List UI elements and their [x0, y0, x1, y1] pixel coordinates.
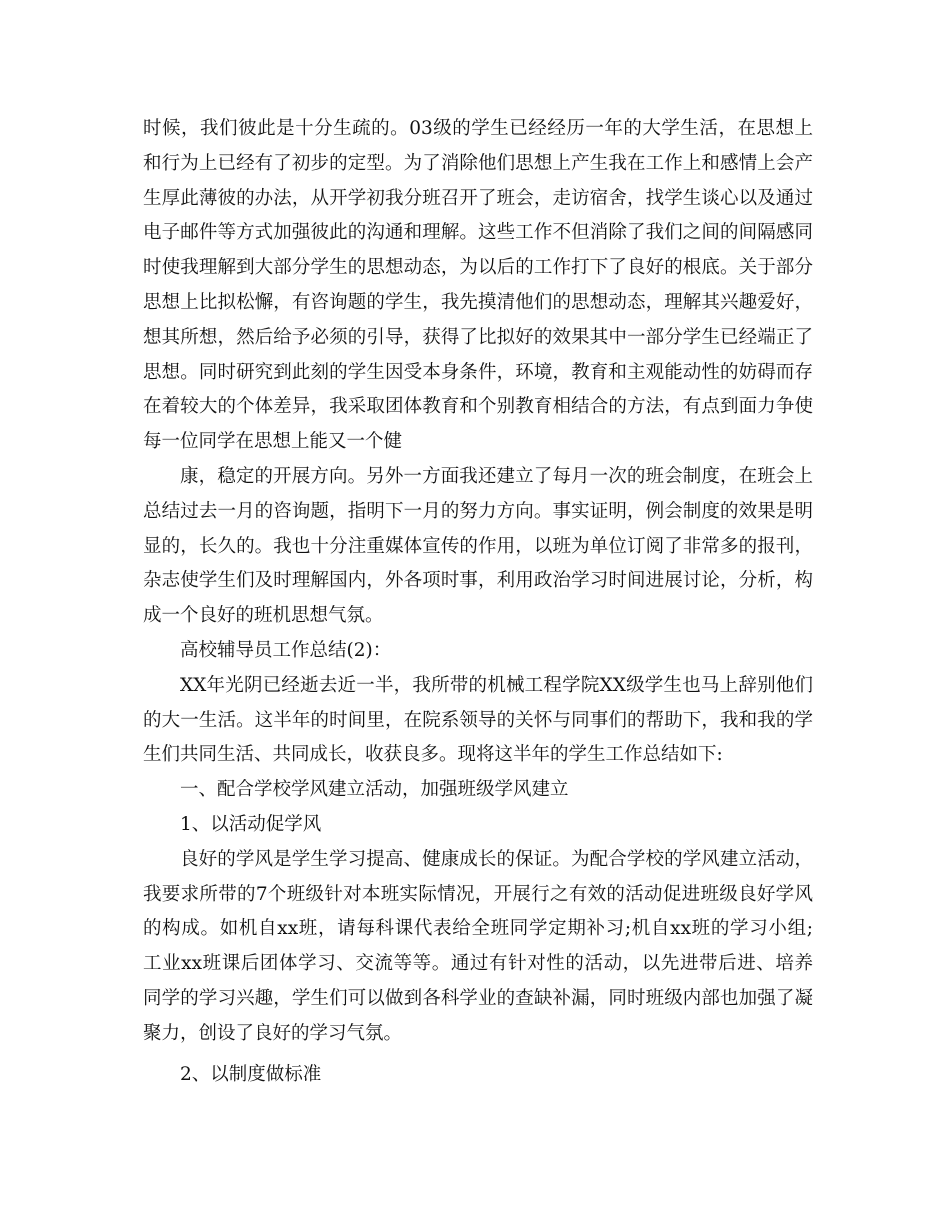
paragraph-1 [143, 112, 813, 460]
text-line: 生们共同生活、共同成长，收获良多。现将这半年的学生工作总结如下: [143, 744, 723, 766]
subheading-2: 2、以制度做标准 [180, 1063, 322, 1085]
text-line: 生厚此薄彼的办法，从开学初我分班召开了班会，走访宿舍，找学生谈心以及通过 [143, 187, 813, 209]
text-line: 总结过去一月的咨询题，指明下一月的努力方向。事实证明，例会制度的效果是明 [143, 500, 813, 522]
text-line: 电子邮件等方式加强彼此的沟通和理解。这些工作不但消除了我们之间的间隔感同 [143, 222, 813, 244]
text-line: 显的，长久的。我也十分注重媒体宣传的作用，以班为单位订阅了非常多的报刊， [143, 535, 813, 557]
text-line: 思想上比拟松懈，有咨询题的学生，我先摸清他们的思想动态，理解其兴趣爱好， [143, 291, 813, 313]
text-line: 思想。同时研究到此刻的学生因受本身条件，环境，教育和主观能动性的妨碍而存 [143, 361, 813, 383]
text-line: 想其所想，然后给予必须的引导，获得了比拟好的效果其中一部分学生已经端正了 [143, 326, 813, 348]
text-line: 杂志使学生们及时理解国内，外各项时事，利用政治学习时间进展讨论，分析，构 [143, 570, 813, 592]
text-line: 和行为上已经有了初步的定型。为了消除他们思想上产生我在工作上和感情上会产 [143, 152, 813, 174]
text-line: 我要求所带的7个班级针对本班实际情况，开展行之有效的活动促进班级良好学风 [143, 883, 813, 905]
text-line: 工业xx班课后团体学习、交流等等。通过有针对性的活动，以先进带后进、培养 [143, 953, 813, 975]
text-line: 时使我理解到大部分学生的思想动态，为以后的工作打下了良好的根底。关于部分 [143, 257, 813, 279]
text-line: 康，稳定的开展方向。另外一方面我还建立了每月一次的班会制度，在班会上 [180, 465, 813, 487]
text-line: 良好的学风是学生学习提高、健康成长的保证。为配合学校的学风建立活动， [180, 848, 813, 870]
text-line: 每一位同学在思想上能又一个健 [143, 431, 403, 453]
paragraph-3 [143, 669, 813, 773]
text-line: XX年光阴已经逝去近一半，我所带的机械工程学院XX级学生也马上辞别他们 [180, 674, 813, 696]
document-body [143, 112, 813, 1092]
text-line: 在着较大的个体差异，我采取团体教育和个别教育相结合的方法，有点到面力争使 [143, 396, 813, 418]
paragraph-2 [143, 460, 813, 634]
text-line: 的构成。如机自xx班，请每科课代表给全班同学定期补习;机自xx班的学习小组; [143, 918, 813, 940]
text-line: 聚力，创设了良好的学习气氛。 [143, 1022, 403, 1044]
heading-1: 一、配合学校学风建立活动，加强班级学风建立 [180, 779, 569, 801]
text-line: 成一个良好的班机思想气氛。 [143, 605, 384, 627]
text-line: 时候，我们彼此是十分生疏的。03级的学生已经经历一年的大学生活，在思想上 [143, 118, 813, 139]
section-title: 高校辅导员工作总结(2)： [180, 639, 392, 661]
subheading-1: 1、以活动促学风 [180, 813, 322, 835]
paragraph-4 [143, 843, 813, 1052]
text-line: 同学的学习兴趣，学生们可以做到各科学业的查缺补漏，同时班级内部也加强了凝 [143, 987, 813, 1009]
text-line: 的大一生活。这半年的时间里，在院系领导的关怀与同事们的帮助下，我和我的学 [143, 709, 813, 731]
